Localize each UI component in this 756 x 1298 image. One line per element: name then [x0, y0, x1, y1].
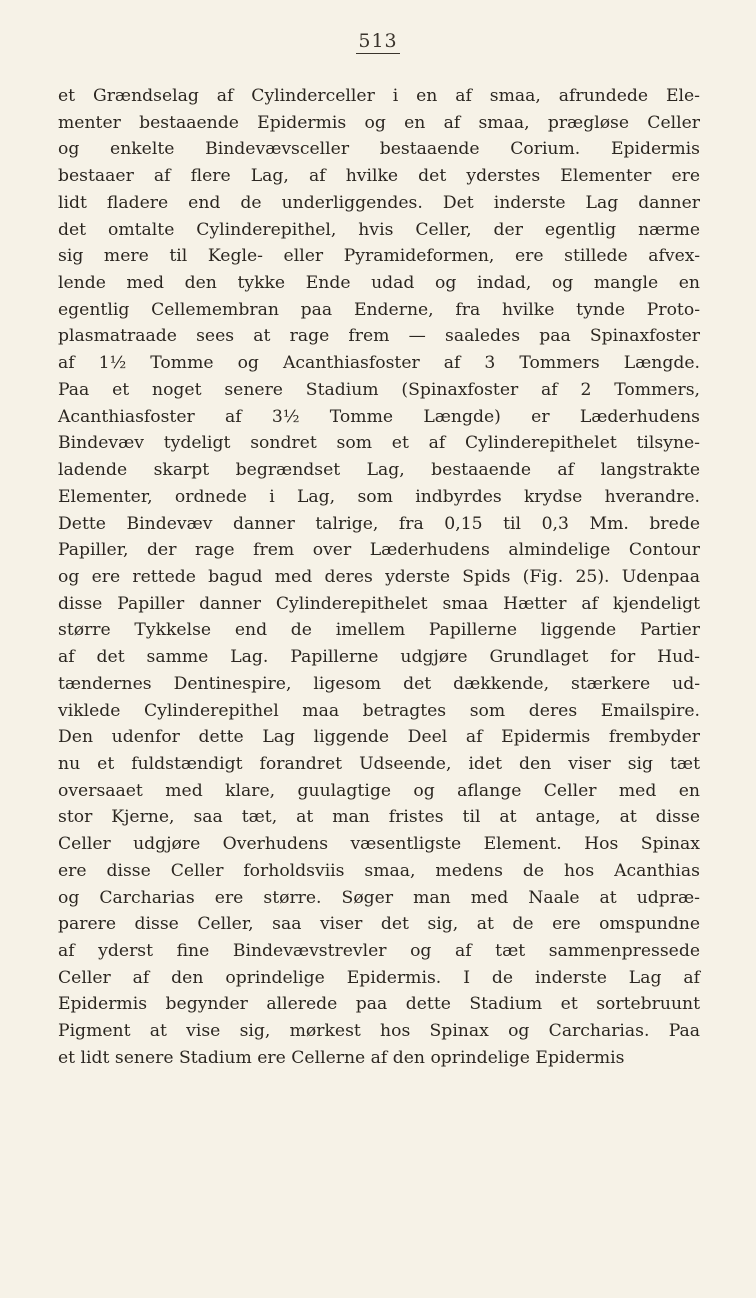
text-line: Celler af den oprindelige Epidermis. I de inderste Lag af [58, 967, 700, 988]
text-line: tændernes Dentinespire, ligesom det dækkende, stærkere ud- [58, 673, 700, 694]
text-line: nu et fuldstændigt forandret Udseende, idet den viser sig tæt [58, 753, 700, 774]
text-line: lende med den tykke Ende udad og indad, og mangle en [58, 273, 700, 294]
text-line: oversaaet med klare, guulagtige og aflange Celler med en [58, 780, 700, 801]
text-line: plasmatraade sees at rage frem — saaledes paa Spinaxfoster [58, 326, 700, 347]
page-number-text: 513 [358, 30, 398, 52]
page-number [0, 30, 756, 54]
text-line: Epidermis begynder allerede paa dette Stadium et sortebruunt [58, 994, 700, 1015]
text-line: sig mere til Kegle- eller Pyramideformen, ere stillede afvex- [58, 246, 700, 267]
text-line: Dette Bindevæv danner talrige, fra 0,15 til 0,3 Mm. brede [58, 513, 700, 534]
body-text [58, 83, 700, 1072]
text-line: Celler udgjøre Overhudens væsentligste Element. Hos Spinax [58, 834, 700, 855]
text-line: Acanthiasfoster af 3½ Tomme Længde) er Læderhudens [58, 406, 700, 427]
text-line: og ere rettede bagud med deres yderste Spids (Fig. 25). Udenpaa [58, 566, 700, 587]
text-line: af 1½ Tomme og Acanthiasfoster af 3 Tommers Længde. [58, 353, 700, 374]
text-line: stor Kjerne, saa tæt, at man fristes til at antage, at disse [58, 807, 700, 828]
text-line: et lidt senere Stadium ere Cellerne af den oprindelige Epidermis [58, 1047, 625, 1068]
text-line: og enkelte Bindevævsceller bestaaende Corium. Epidermis [58, 139, 700, 160]
text-line: ladende skarpt begrændset Lag, bestaaende af langstrakte [58, 460, 700, 481]
text-line: lidt fladere end de underliggendes. Det inderste Lag danner [58, 192, 700, 213]
text-line: et Grændselag af Cylinderceller i en af smaa, afrundede Ele- [58, 86, 700, 106]
text-line: viklede Cylinderepithel maa betragtes som deres Emailspire. [58, 700, 700, 721]
text-line: ere disse Celler forholdsviis smaa, medens de hos Acanthias [58, 860, 700, 881]
text-line: Bindevæv tydeligt sondret som et af Cylinderepithelet tilsyne- [58, 433, 700, 454]
text-line: og Carcharias ere større. Søger man med Naale at udpræ- [58, 887, 700, 908]
text-line: af det samme Lag. Papillerne udgjøre Grundlaget for Hud- [58, 647, 700, 668]
text-line: Papiller, der rage frem over Læderhudens almindelige Contour [58, 540, 700, 561]
text-line: egentlig Cellemembran paa Enderne, fra hvilke tynde Proto- [58, 299, 700, 320]
text-line: Pigment at vise sig, mørkest hos Spinax og Carcharias. Paa [58, 1021, 700, 1042]
text-line: bestaaer af flere Lag, af hvilke det yderstes Elementer ere [58, 166, 700, 187]
text-line: Elementer, ordnede i Lag, som indbyrdes krydse hverandre. [58, 486, 700, 507]
text-line: menter bestaaende Epidermis og en af smaa, prægløse Celler [58, 112, 700, 133]
text-line: Den udenfor dette Lag liggende Deel af Epidermis frembyder [58, 727, 700, 748]
text-line: disse Papiller danner Cylinderepithelet smaa Hætter af kjendeligt [58, 593, 700, 614]
text-line: af yderst fine Bindevævstrevler og af tæt sammenpressede [58, 941, 700, 961]
text-line: det omtalte Cylinderepithel, hvis Celler, der egentlig nærme [58, 219, 700, 240]
text-line: parere disse Celler, saa viser det sig, at de ere omspundne [58, 914, 700, 935]
text-line: større Tykkelse end de imellem Papillerne liggende Partier [58, 620, 700, 641]
text-line: Paa et noget senere Stadium (Spinaxfoster af 2 Tommers, [58, 379, 700, 400]
